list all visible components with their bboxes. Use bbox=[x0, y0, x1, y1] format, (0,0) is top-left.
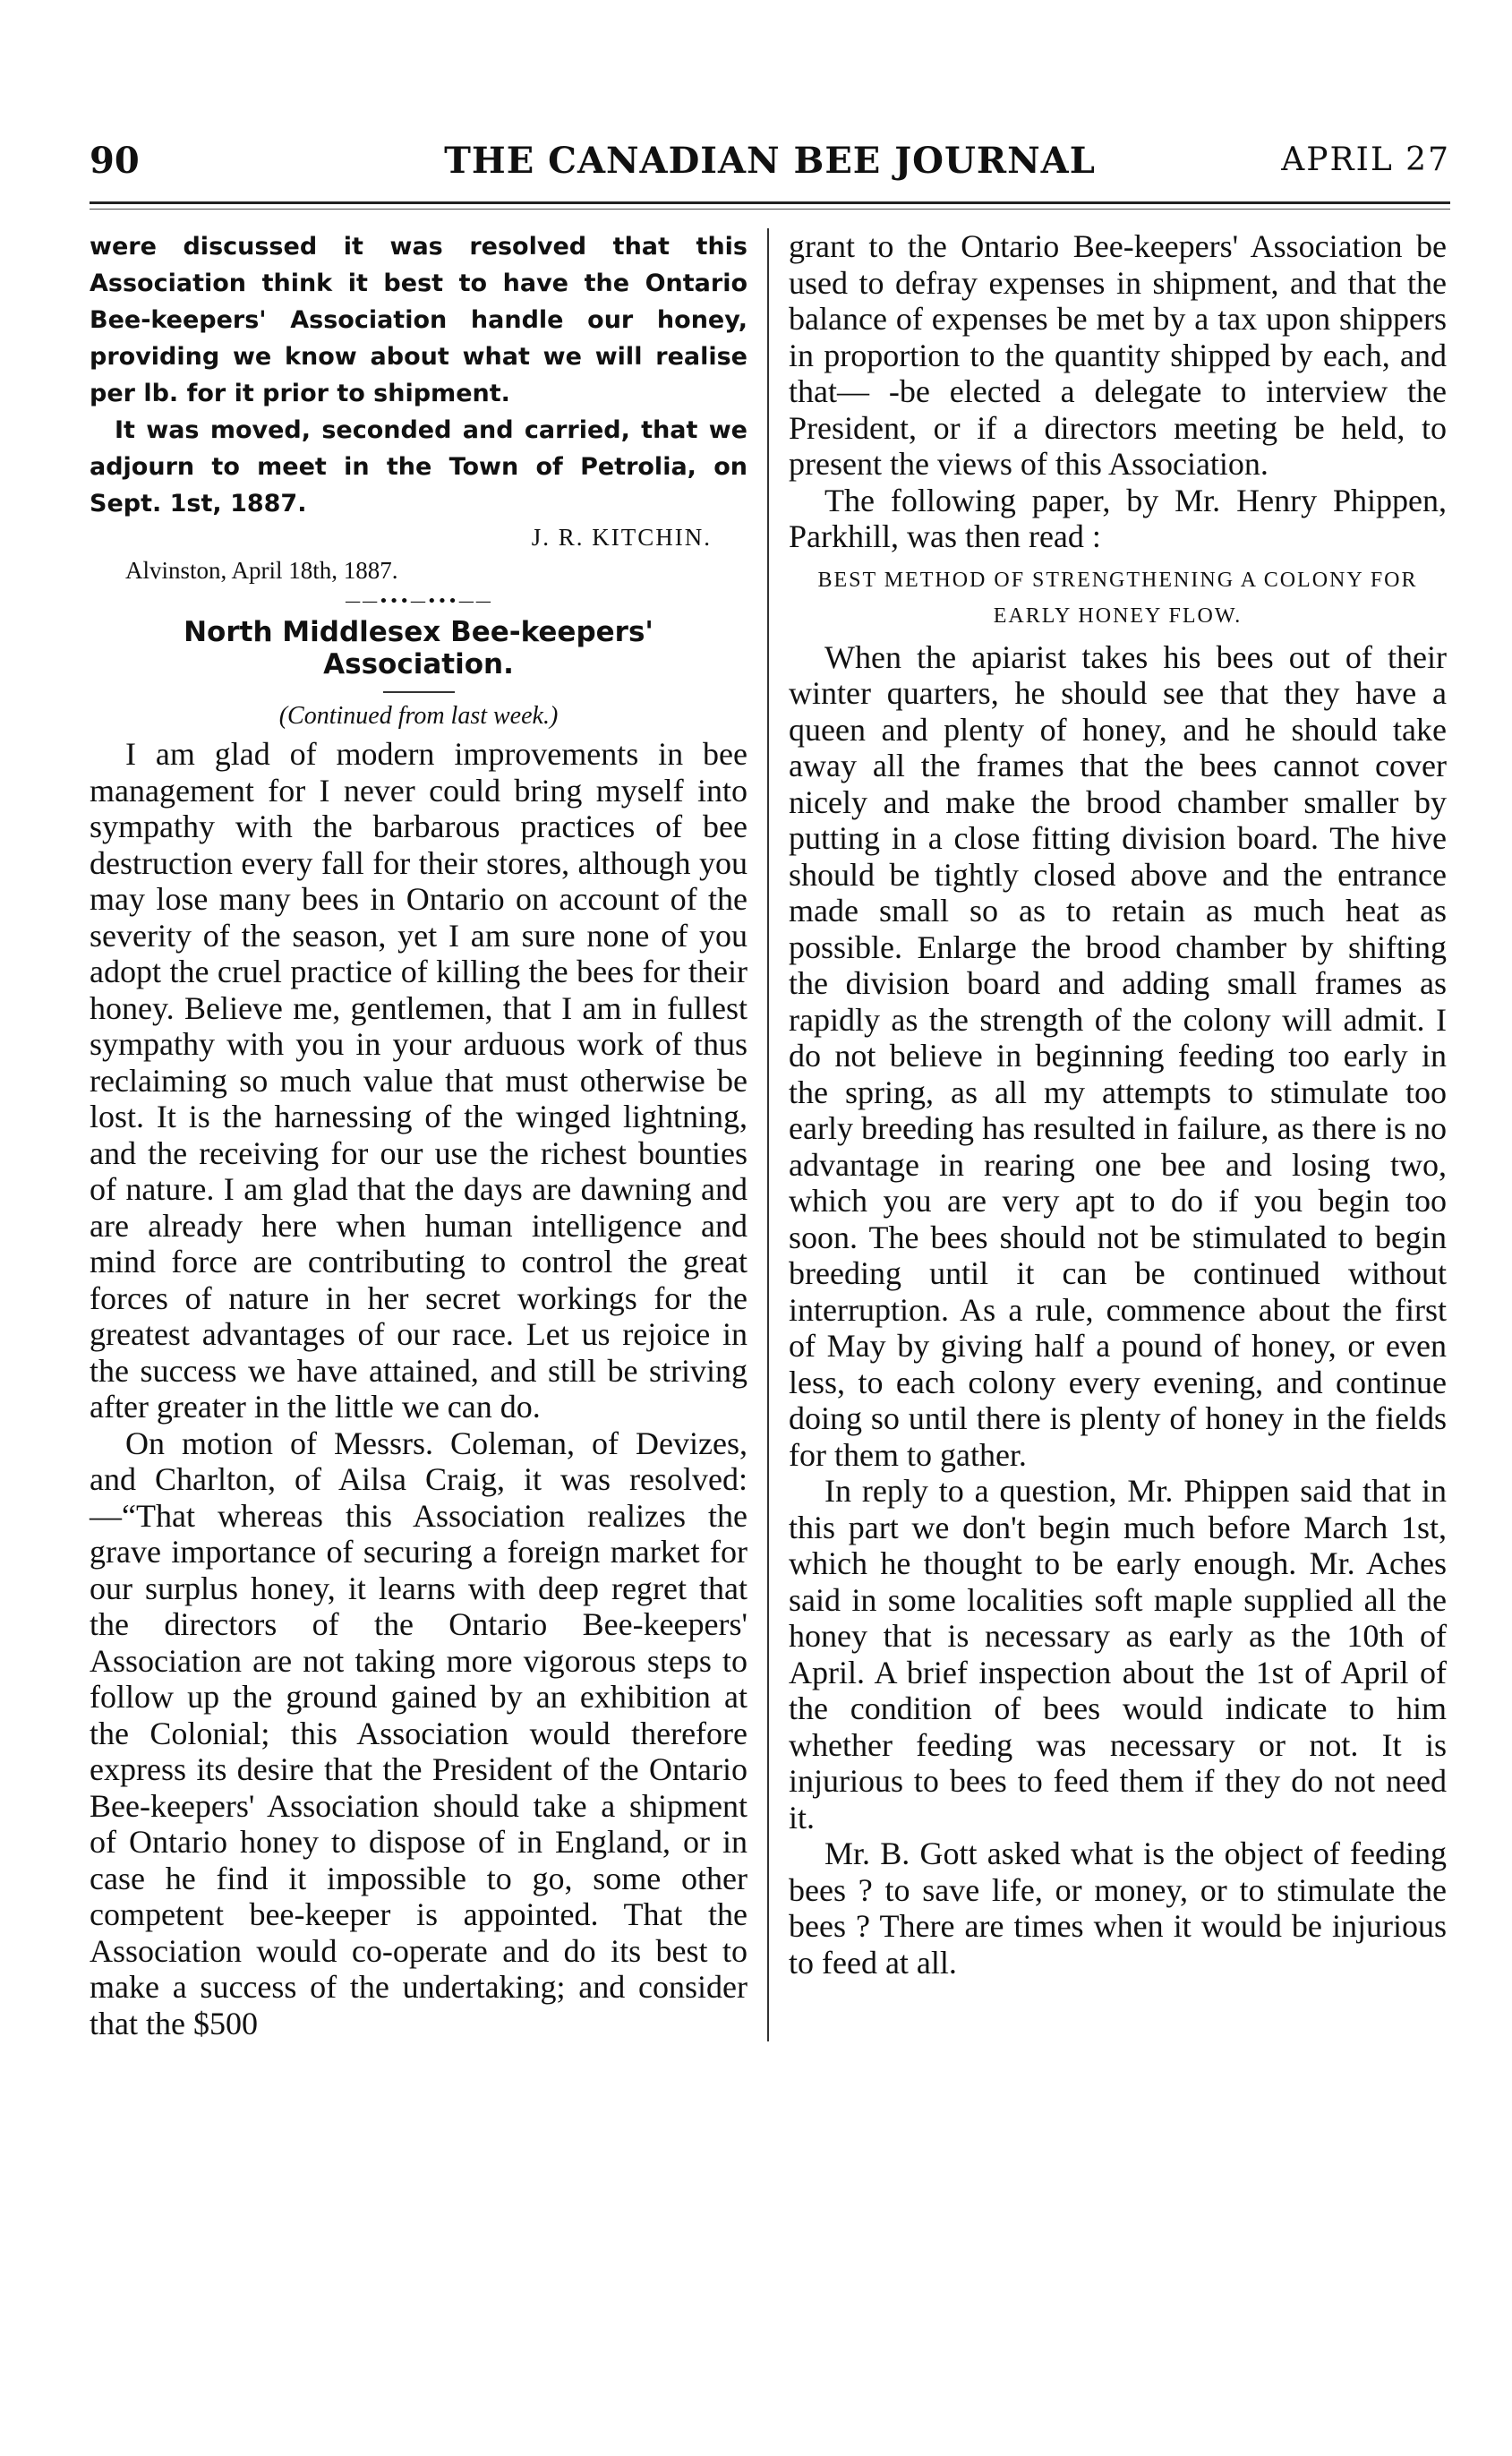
header-rule bbox=[90, 201, 1450, 204]
ornament-divider: ——•••—•••—— bbox=[345, 592, 492, 611]
paper-title: BEST METHOD OF STRENGTHENING A COLONY FOR EARLY HONEY FLOW. bbox=[817, 568, 1418, 628]
journal-title: THE CANADIAN BEE JOURNAL bbox=[444, 140, 1096, 182]
body-paragraph: In reply to a question, Mr. Phippen said that in this part we don't begin much before March 1st, which he thought to be early enough. Mr. Aches said in some localities soft maple supplied all the honey that is necessary as early as the 10th of April. A brief inspection about the 1st of April of the condition of bees would indicate to him whether feeding was necessary or not. It is injurious to bees to feed them if they do not need it. bbox=[789, 1473, 1447, 1836]
section-rule bbox=[383, 691, 455, 693]
right-column bbox=[769, 228, 1447, 2041]
body-paragraph: I am glad of modern improvements in bee management for I never could bring myself into sympathy with the barbarous practices of bee destruction every fall for their stores, although you may lose many bees in Ontario on account of the severity of the season, yet I am sure none of you adopt the cruel practice of killing the bees for their honey. Believe me, gentlemen, that I am in fullest sympathy with you in your arduous work of thus reclaiming so much value that must otherwise be lost. It is the harnessing of the winged lightning, and the receiving for our use the richest bounties of nature. I am glad that the days are dawning and are already here when human intelligence and mind force are contributing to control the great forces of nature in her secret workings for the greatest advantages of our race. Let us rejoice in the success we have attained, and still be striving after greater in the little we can do. bbox=[90, 736, 747, 1425]
page-number: 90 bbox=[90, 140, 140, 182]
running-head bbox=[90, 134, 1450, 188]
signature: J. R. KITCHIN. bbox=[531, 524, 712, 551]
body-paragraph: When the apiarist takes his bees out of their winter quarters, he should see that they have a queen and plenty of honey, and he should take away all the frames that the bees cannot cover nicely and make the brood chamber smaller by putting in a close fitting division board. The hive should be tightly closed above and the entrance made small so as to retain as much heat as possible. Enlarge the brood chamber by shifting the division board and adding small frames as rapidly as the strength of the colony will admit. I do not believe in beginning feeding too early in the spring, as all my attempts to stimulate too early breeding has resulted in failure, as there is no advantage in rearing one bee and losing two, which you are very apt to do if you begin too soon. The bees should not be stimulated to begin breeding until it can be continued without interruption. As a rule, commence about the first of May by giving half a pound of honey, or even less, to each colony every evening, and continue doing so until there is plenty of honey in the fields for them to gather. bbox=[789, 638, 1447, 1473]
body-paragraph: The following paper, by Mr. Henry Phippen, Parkhill, was then read : bbox=[789, 482, 1447, 554]
issue-date: APRIL 27 bbox=[1281, 141, 1450, 178]
body-paragraph: grant to the Ontario Bee-keepers' Association be used to defray expenses in shipment, and that the balance of expenses be met by a tax upon shippers in proportion to the quantity shipped by each, and that— -be elected a delegate to interview the President, or if a directors meeting be held, to present the views of this Association. bbox=[789, 228, 1447, 482]
continued-note: (Continued from last week.) bbox=[278, 702, 559, 730]
left-column bbox=[90, 228, 769, 2041]
dateline: Alvinston, April 18th, 1887. bbox=[125, 557, 398, 584]
section-title: North Middlesex Bee-keepers' Association. bbox=[184, 616, 653, 680]
body-paragraph: Mr. B. Gott asked what is the object of feeding bees ? to save life, or money, or to stimulate the bees ? There are times when it would be injurious to feed at all. bbox=[789, 1836, 1447, 1981]
intro-paragraph-2: It was moved, seconded and carried, that we adjourn to meet in the Town of Petrolia, on Sept. 1st, 1887. bbox=[90, 416, 747, 518]
article-columns bbox=[90, 228, 1450, 2041]
intro-paragraph-1: were discussed it was resolved that this Association think it best to have the Ontario Bee-keepers' Association handle our honey, providing we know about what we will realise per lb. for it prior to shipment. bbox=[90, 233, 747, 407]
header-rule-thin bbox=[90, 209, 1450, 210]
journal-page bbox=[90, 134, 1450, 2041]
body-paragraph: On motion of Messrs. Coleman, of Devizes, and Charlton, of Ailsa Craig, it was resolved:—“That whereas this Association realizes the grave importance of securing a foreign market for our surplus honey, it learns with deep regret that the directors of the Ontario Bee-keepers' Association are not taking more vigorous steps to follow up the ground gained by an exhibition at the Colonial; this Association would therefore express its desire that the President of the Ontario Bee-keepers' Association should take a shipment of Ontario honey to dispose of in England, or in case he find it impossible to go, some other competent bee-keeper is appointed. That the Association would co-operate and do its best to make a success of the undertaking; and consider that the $500 bbox=[90, 1425, 747, 2041]
